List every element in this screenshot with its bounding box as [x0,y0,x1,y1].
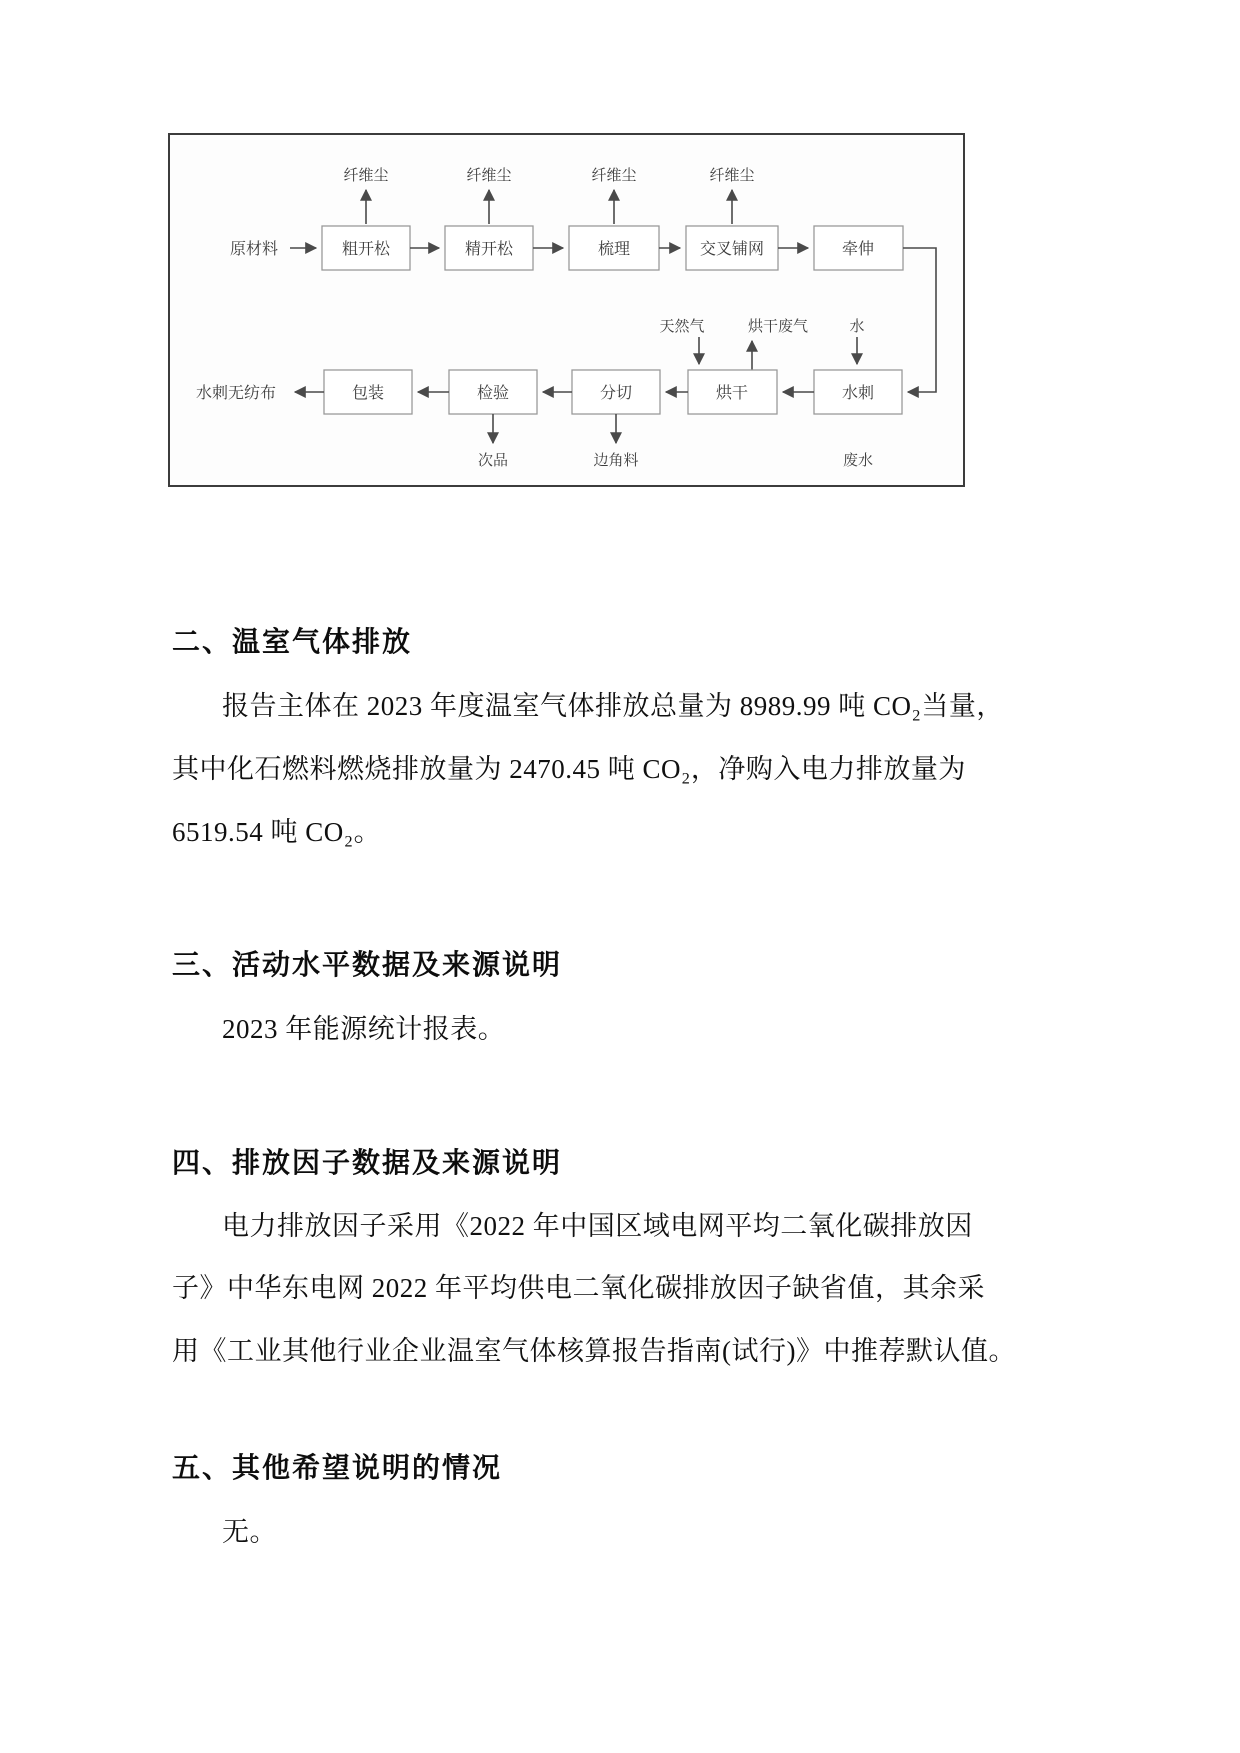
factors-paragraph-line: 用《工业其他行业企业温室气体核算报告指南(试行)》中推荐默认值。 [172,1336,1016,1366]
label-wastewater: 废水 [842,452,874,469]
factors-paragraph-line: 子》中华东电网 2022 年平均供电二氧化碳排放因子缺省值，其余采 [172,1273,985,1303]
label-fiber-dust: 纤维尘 [709,167,755,184]
process-box-cross-lapping [686,226,778,270]
connector-drafting-to-spunlace [903,248,936,392]
label-defective: 次品 [477,452,509,469]
process-box-packing [324,370,412,414]
process-box-drafting [814,226,903,270]
ghg-paragraph-line: 6519.54 吨 CO₂。 [172,817,382,847]
label-fiber-dust: 纤维尘 [591,167,637,184]
label-raw-material: 原材料 [229,241,279,258]
ghg-paragraph-line: 报告主体在 2023 年度温室气体排放总量为 8989.99 吨 CO₂当量， [222,691,1004,721]
process-box-slitting [572,370,660,414]
activity-paragraph: 2023 年能源统计报表。 [222,1014,506,1044]
process-box-drying [688,370,777,414]
label-fiber-dust: 纤维尘 [466,167,512,184]
label-water: 水 [849,318,865,335]
process-box-coarse-opening [322,226,410,270]
factors-paragraph-line: 电力排放因子采用《2022 年中国区域电网平均二氧化碳排放因 [222,1211,973,1241]
other-paragraph: 无。 [222,1517,277,1547]
process-box-carding [569,226,659,270]
label-fiber-dust: 纤维尘 [343,167,389,184]
label-natural-gas: 天然气 [659,318,705,335]
process-box-label: 交叉铺网 [699,241,765,258]
section-heading-ghg-emissions: 二、温室气体排放 [172,627,413,658]
process-box-label: 梳理 [597,241,631,258]
section-heading-activity-data: 三、活动水平数据及来源说明 [172,950,563,981]
process-flow-svg [170,135,963,485]
process-box-label: 检验 [476,385,510,402]
process-box-spunlace [814,370,902,414]
section-heading-other-notes: 五、其他希望说明的情况 [172,1453,503,1484]
label-final-product: 水刺无纺布 [195,385,277,402]
ghg-paragraph-line: 其中化石燃料燃烧排放量为 2470.45 吨 CO₂，净购入电力排放量为 [172,754,966,784]
process-box-label: 水刺 [841,385,875,402]
process-box-inspection [449,370,537,414]
process-box-label: 精开松 [464,241,514,258]
process-box-label: 牵伸 [841,241,875,258]
process-flow-diagram [168,133,965,487]
section-heading-emission-factors: 四、排放因子数据及来源说明 [172,1148,563,1179]
process-box-label: 分切 [599,385,633,402]
label-scraps: 边角料 [593,452,639,469]
process-box-label: 烘干 [715,385,749,402]
process-box-fine-opening [445,226,533,270]
process-box-label: 包装 [351,385,385,402]
process-box-label: 粗开松 [341,241,391,258]
label-drying-exhaust: 烘干废气 [747,318,809,335]
